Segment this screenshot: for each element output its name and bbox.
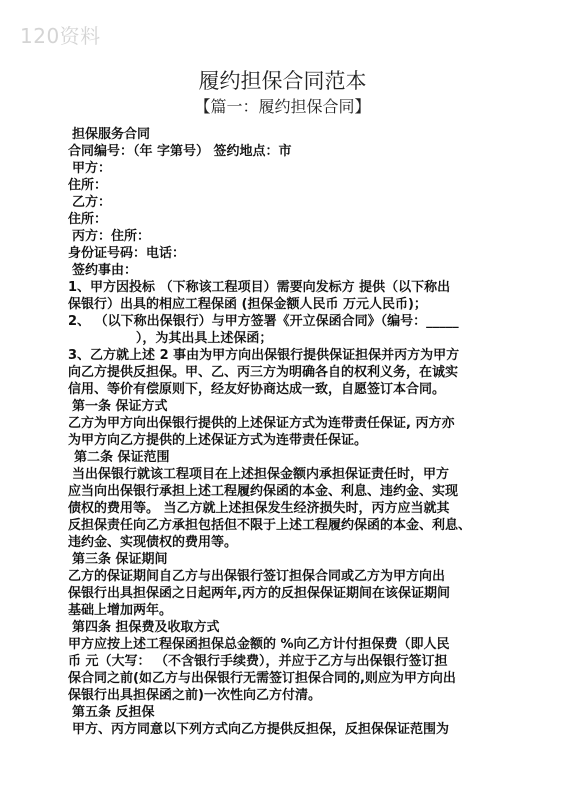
- clause-line: 违约金、实现债权的费用等。: [68, 535, 238, 550]
- clause-line: 反担保责任向乙方承担包括但不限于上述工程履约保函的本金、利息、: [68, 518, 472, 533]
- clause-line: 1、甲方因投标 （下称该工程项目）需要向发标方 提供（以下称出: [68, 280, 451, 295]
- document-subtitle: 【篇一：履约担保合同】: [194, 97, 371, 116]
- clause-line: 保银行出具担保函之日起两年,丙方的反担保保证期间在该保证期间: [68, 586, 450, 601]
- clause-line: 债权的费用等。 当乙方就上述担保发生经济损失时，丙方应当就其: [68, 501, 450, 516]
- clause-line: 为甲方向乙方提供的上述保证方式为连带责任保证。: [68, 433, 368, 448]
- clause-line: ），为其出具上述保函；: [68, 331, 273, 346]
- clause-line: 应当向出保银行承担上述工程履约保函的本金、利息、违约金、实现: [68, 484, 459, 499]
- article-heading: 第三条 保证期间: [72, 552, 168, 567]
- clause-line: 2、 （以下称出保银行）与甲方签署《开立保函合同》（编号：_____: [68, 314, 459, 329]
- clause-line: 基础上增加两年。: [68, 603, 173, 618]
- contract-body: [68, 126, 498, 738]
- party-c-line: 丙方：住所：: [72, 229, 151, 244]
- party-b-line: 乙方：: [72, 195, 112, 210]
- party-a-address-line: 住所：: [68, 178, 108, 193]
- party-b-address-line: 住所：: [68, 212, 108, 227]
- signing-reason-line: 签约事由：: [72, 263, 138, 278]
- article-heading: 第五条 反担保: [72, 705, 155, 720]
- contract-name: 担保服务合同: [72, 127, 151, 142]
- clause-line: 3、乙方就上述 2 事由为甲方向出保银行提供保证担保并丙方为甲方: [68, 348, 460, 363]
- id-phone-line: 身份证号码：电话：: [68, 246, 186, 261]
- clause-line: 保合同之前(如乙方与出保银行无需签订担保合同的,则应为甲方向出: [68, 671, 456, 686]
- watermark: 120资料: [20, 24, 101, 48]
- article-heading: 第二条 保证范围: [74, 450, 170, 465]
- clause-line: 保银行）出具的相应工程保函 (担保金额人民币 万元人民币)；: [68, 297, 427, 312]
- clause-line: 信用、等价有偿原则下，经友好协商达成一致，自愿签订本合同。: [68, 382, 446, 397]
- clause-line: 当出保银行就该工程项目在上述担保金额内承担保证责任时，甲方: [72, 467, 450, 482]
- article-heading: 第四条 担保费及收取方式: [72, 620, 220, 635]
- clause-line: 乙方为甲方向出保银行提供的上述保证方式为连带责任保证, 丙方亦: [68, 416, 455, 431]
- contract-number-line: 合同编号：（年 字第号） 签约地点：市: [68, 144, 292, 159]
- party-a-line: 甲方：: [72, 161, 112, 176]
- clause-line: 向乙方提供反担保。甲、乙、丙三方为明确各自的权利义务，在诚实: [68, 365, 459, 380]
- clause-line: 乙方的保证期间自乙方与出保银行签订担保合同或乙方为甲方向出: [68, 569, 446, 584]
- clause-line: 甲方、丙方同意以下列方式向乙方提供反担保，反担保保证范围为: [72, 722, 450, 737]
- clause-line: 保银行出具担保函之前)一次性向乙方付清。: [68, 688, 321, 703]
- clause-line: 币 元（大写： （不含银行手续费），并应于乙方与出保银行签订担: [68, 654, 448, 669]
- article-heading: 第一条 保证方式: [72, 399, 168, 414]
- document-title: 履约担保合同范本: [198, 69, 367, 93]
- clause-line: 甲方应按上述工程保函担保总金额的 %向乙方计付担保费（即人民: [68, 637, 450, 652]
